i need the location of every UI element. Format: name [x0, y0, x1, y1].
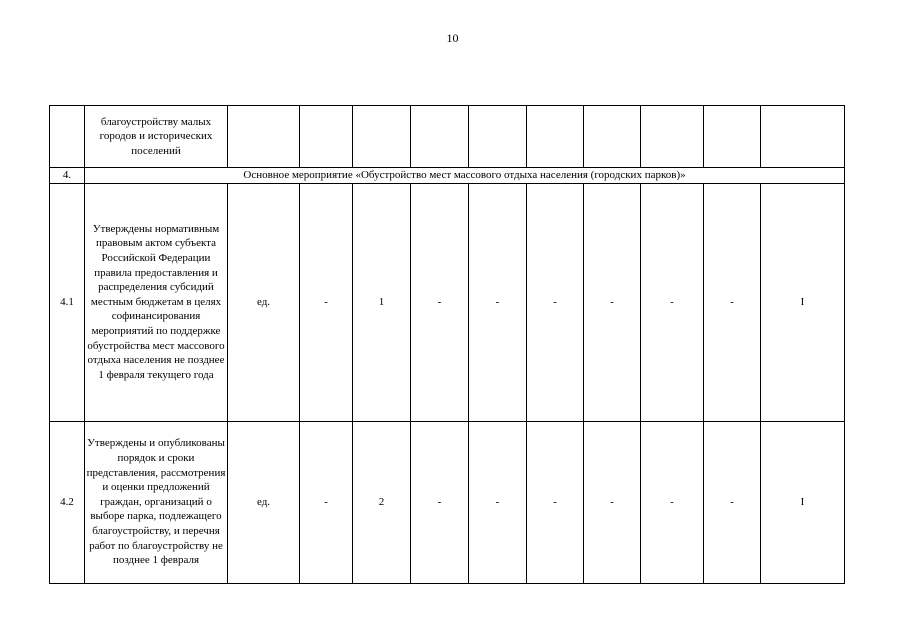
value-cell: - — [704, 183, 761, 421]
table-row-continuation — [50, 106, 845, 168]
value-cell: - — [300, 421, 353, 583]
value-cell: - — [411, 421, 469, 583]
cell-empty — [704, 106, 761, 168]
cell-no — [50, 106, 85, 168]
value-cell: - — [584, 183, 641, 421]
table-row-section — [50, 168, 845, 184]
table-row — [50, 183, 845, 421]
cell-empty — [411, 106, 469, 168]
value-cell: - — [300, 183, 353, 421]
value-cell: - — [527, 183, 584, 421]
last-cell: I — [761, 183, 845, 421]
cell-empty — [228, 106, 300, 168]
indicators-table — [49, 105, 845, 584]
value-cell: - — [641, 183, 704, 421]
row-number: 4.1 — [50, 183, 85, 421]
cell-empty — [641, 106, 704, 168]
value-cell: - — [527, 421, 584, 583]
cell-empty — [761, 106, 845, 168]
cell-empty — [527, 106, 584, 168]
indicator-name: Утверждены и опубликованы порядок и сроки представления, рассмотрения и оценки предложений граждан, организаций о выборе парка, подлежащего благоустройству, и перечня работ по благоустройству не позднее 1 февраля — [85, 421, 228, 583]
unit-cell: ед. — [228, 421, 300, 583]
value-cell: - — [704, 421, 761, 583]
unit-cell: ед. — [228, 183, 300, 421]
indicator-name: Утверждены нормативным правовым актом субъекта Российской Федерации правила предоставления и распределения субсидий местным бюджетам в целях софинансирования мероприятий по поддержке обустройства мест массового отдыха населения не позднее 1 февраля текущего года — [85, 183, 228, 421]
section-title: Основное мероприятие «Обустройство мест массового отдыха населения (городских парков)» — [85, 168, 845, 184]
value-cell: - — [584, 421, 641, 583]
value-cell: - — [641, 421, 704, 583]
table-row — [50, 421, 845, 583]
cell-empty — [300, 106, 353, 168]
value-cell: - — [411, 183, 469, 421]
cell-name: благоустройству малых городов и исторических поселений — [85, 106, 228, 168]
cell-empty — [584, 106, 641, 168]
cell-empty — [353, 106, 411, 168]
section-number: 4. — [50, 168, 85, 184]
value-cell: - — [469, 183, 527, 421]
row-number: 4.2 — [50, 421, 85, 583]
value-cell: 1 — [353, 183, 411, 421]
cell-empty — [469, 106, 527, 168]
value-cell: - — [469, 421, 527, 583]
page-number: 10 — [446, 31, 459, 45]
value-cell: 2 — [353, 421, 411, 583]
last-cell: I — [761, 421, 845, 583]
